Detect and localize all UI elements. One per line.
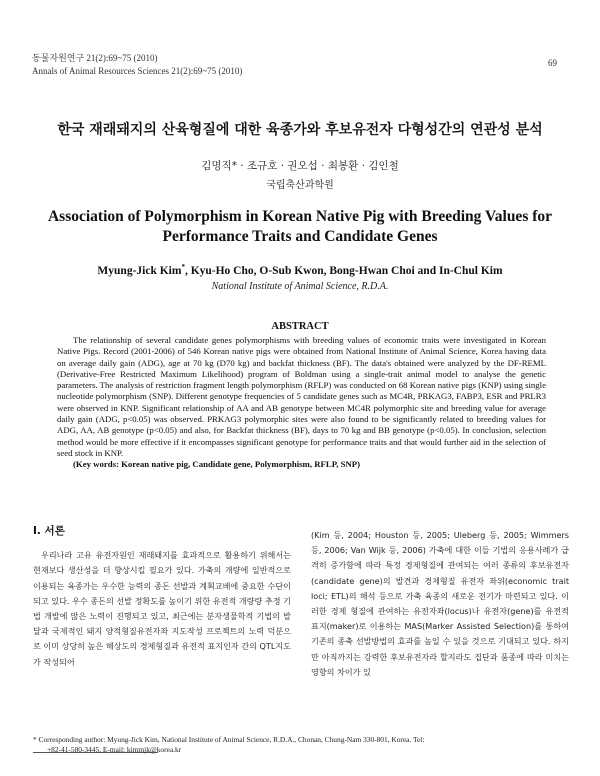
footnote-line-1: * Corresponding author: Myung-Jick Kim, National Institute of Animal Science, R.D.A., Chonan, Chung-Nam 330-801, Korea. Tel:: [33, 735, 425, 744]
journal-citation-en: Annals of Animal Resources Sciences 21(2):69~75 (2010): [32, 66, 243, 76]
footnote-line-2: +82-41-580-3445, E-mail: kimmjk@korea.kr: [47, 745, 182, 754]
english-title: Association of Polymorphism in Korean Native Pig with Breeding Values for Performance Traits and Candidate Genes: [47, 208, 553, 245]
korean-title: 한국 재래돼지의 산육형질에 대한 육종가와 후보유전자 다형성간의 연관성 분석: [57, 122, 543, 138]
journal-header: [32, 52, 242, 78]
corresponding-mark: *: [181, 263, 185, 271]
abstract-heading: ABSTRACT: [271, 321, 329, 332]
intro-right-column: [311, 528, 569, 680]
english-authors: [0, 263, 600, 277]
section-heading-introduction: I. 서론: [33, 525, 65, 537]
intro-left-column: [33, 524, 291, 670]
coauthors: , Kyu-Ho Cho, O-Sub Kwon, Bong-Hwan Choi and In-Chul Kim: [184, 264, 503, 277]
intro-right-text: (Kim 등, 2004; Houston 등, 2005; Uleberg 등, 2005; Wimmers 등, 2006; Van Wijk 등, 2006) 가축에 대한 이들 기법의 응용사례가 급격히 증가함에 따라 특정 경제형질에 관여되는 여러 종류의 후보유전자(candidate gene)의 발견과 경제형질 유전자 좌위(economic trait loci; ETL)의 해석 등으로 가축 육종의 새로운 전기가 마련되고 있다. 이러한 경제 형질에 관여하는 유전자좌(locus)나 유전자(gene)를 유전적 표지(maker)로 이용하는 MAS(Marker Assisted Selection)를 통하여 기존의 종축 선발방법의 효과를 높일 수 있을 것으로 기대되고 있다. 하지만 아직까지는 강력한 후보유전자라 할지라도 집단과 품종에 따라 미치는 영향의 차이가 있: [311, 530, 569, 677]
abstract-block: [57, 335, 546, 471]
corresponding-author-footnote: [33, 735, 569, 755]
first-author: Myung-Jick Kim: [97, 264, 182, 277]
abstract-text: The relationship of several candidate genes polymorphisms with breeding values of economic traits were investigated in Korean Native Pigs. Record (2001-2006) of 546 Korean native pigs were obtained from National Institute of Animal Science, Korea having data on average daily gain (ADG), age at 70 kg (D70 kg) and backfat thickness (BF). The data's obtained were analyzed by the DF-REML (Derivative-Free Restricted Maximum Likelihood) program of Boldman using a single-trait animal model to analyse the genetic parameters. The analysis of restriction fragment length polymorphism (RFLP) was conducted on 68 Korean native pigs (KNP) using single nucleotide polymorphism (SNP). Different genotype frequencies of 5 candidate genes such as MC4R, PRKAG3, FABP3, ESR and PRLR3 were observed in KNP. Significant relationship of AA and AB genotype between MC4R polymorphic site and breeding value for average daily gain (ADG, p<0.05) was observed. PRKAG3 polymorphic sites were also found to be significantly related to breeding values for ADG, AA, AB genotype (p<0.05) and also, for Backfat thickness (BF), days to 70 kg and BB genotype (p<0.05). In conclusion, selection method would be more effective if it encompasses significant genotype for performance traits and that would further aid in the selection of seed stock in KNP.: [57, 335, 546, 458]
korean-authors: 김명직* · 조규호 · 권오섭 · 최봉환 · 김인철: [201, 160, 399, 172]
page-number: 69: [548, 58, 557, 68]
intro-left-text: 우리나라 고유 유전자원인 재래돼지를 효과적으로 활용하기 위해서는 현재보다 생산성을 더 향상시킬 필요가 있다. 가축의 개량에 일반적으로 이용되는 육종가는 우수한 능력의 종돈 선발과 계획교배에 중요한 수단이 되고 있다. 우수 종돈의 선발 정확도를 높이기 위한 유전적 개량량 추정 기법 개발에 많은 노력이 진행되고 있고, 최근에는 분자생물학적 기법의 발달과 국제적인 돼지 양적형질유전자좌 지도작성 프로젝트의 노력 덕분으로 이미 상당히 높은 해상도의 경제형질과 유전적 표지인자 간의 QTL지도가 작성되어: [33, 550, 291, 667]
korean-affiliation: 국립축산과학원: [266, 180, 334, 191]
keywords: (Key words: Korean native pig, Candidate gene, Polymorphism, RFLP, SNP): [73, 459, 361, 470]
journal-citation-kr: 동물자원연구 21(2):69~75 (2010): [32, 53, 158, 63]
english-affiliation: National Institute of Animal Science, R.D.A.: [211, 281, 389, 292]
